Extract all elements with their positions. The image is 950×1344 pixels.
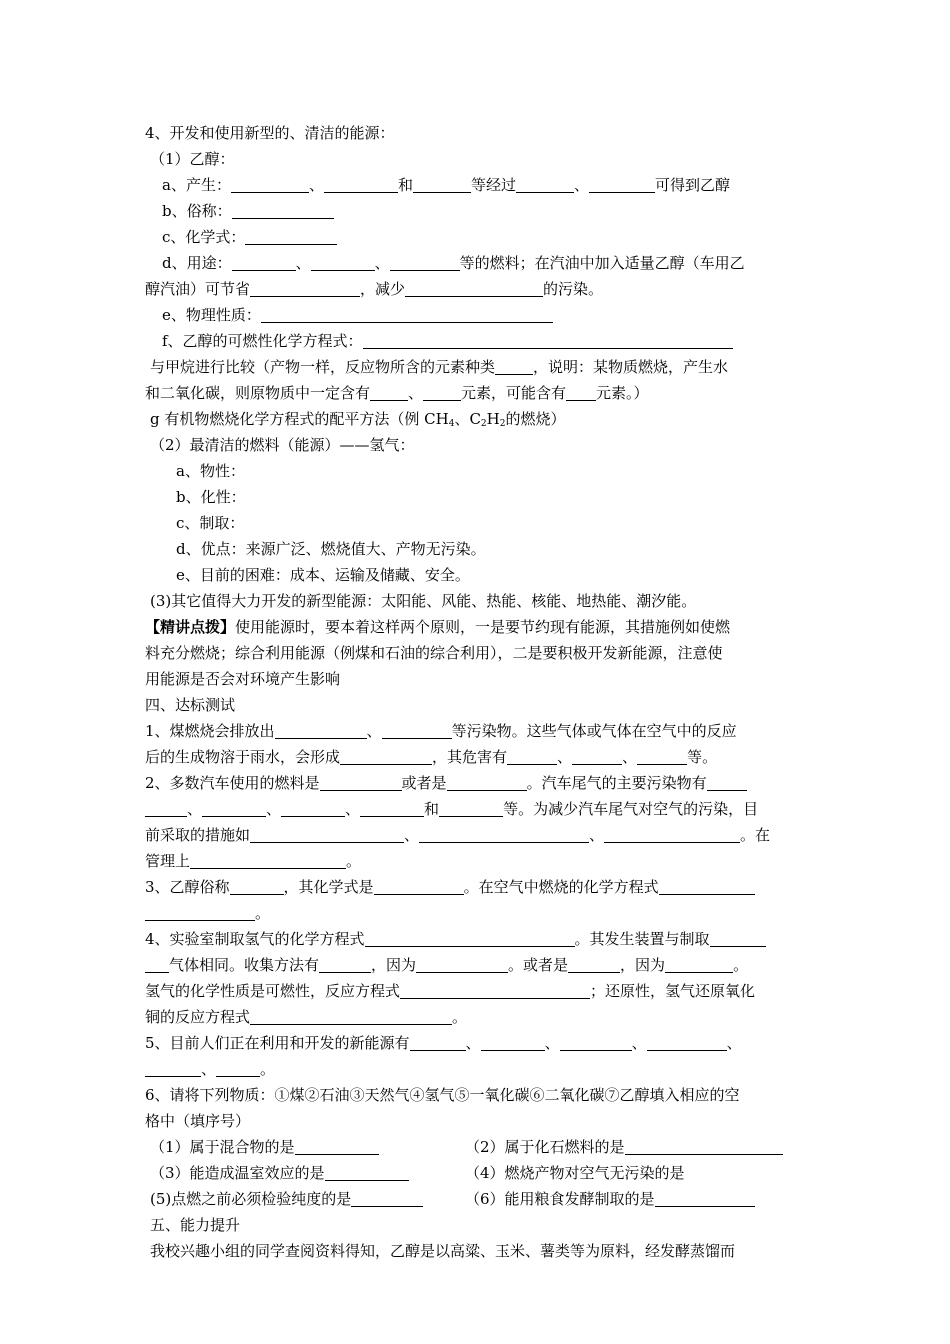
blank[interactable]: [423, 384, 461, 401]
blank[interactable]: [324, 176, 398, 193]
question-6-line: 6、请将下列物质：①煤②石油③天然气④氢气⑤一氧化碳⑥二氧化碳⑦乙醇填入相应的空: [145, 1086, 740, 1104]
blank[interactable]: [413, 176, 471, 193]
hydrogen-heading: （2）最清洁的燃料（能源）——氢气：: [150, 436, 415, 454]
question-4-line-3: 氢气的化学性质是可燃性，反应方程式 ；还原性，氢气还原氧化: [145, 982, 756, 1000]
blank[interactable]: [416, 956, 508, 973]
question-4-line-2: 气体相同。收集方法有 ，因为 。或者是 ，因为 。: [145, 953, 810, 977]
question-6-line-2: 格中（填序号）: [145, 1112, 251, 1130]
blank[interactable]: [250, 826, 404, 843]
blank[interactable]: [232, 254, 296, 271]
blank[interactable]: [568, 956, 620, 973]
blank[interactable]: [707, 774, 747, 791]
ethanol-gasoline-line: 醇汽油）可节省 ，减少 的污染。: [145, 280, 604, 298]
question-4-line: 4、实验室制取氢气的化学方程式 。其发生装置与制取: [145, 927, 810, 951]
question-2-line: 2、多数汽车使用的燃料是 或者是 。汽车尾气的主要污染物有: [145, 771, 810, 795]
blank[interactable]: [145, 1060, 201, 1077]
blank[interactable]: [516, 176, 574, 193]
section-4-heading: 4、开发和使用新型的、清洁的能源：: [145, 124, 395, 142]
section-four-heading: 四、达标测试: [145, 696, 236, 714]
ethanol-production-line: a、产生： 、 和 等经过 、 可得到乙醇: [162, 176, 731, 194]
hydrogen-advantages-line: d、优点：来源广泛、燃烧值大、产物无污染。: [176, 540, 486, 558]
blank[interactable]: [365, 930, 575, 947]
blank[interactable]: [410, 1034, 466, 1051]
ethanol-common-name-line: b、俗称：: [162, 199, 827, 223]
blank[interactable]: [230, 878, 284, 895]
blank[interactable]: [202, 800, 266, 817]
blank[interactable]: [647, 1034, 727, 1051]
blank[interactable]: [360, 800, 424, 817]
blank[interactable]: [659, 878, 755, 895]
blank[interactable]: [311, 254, 375, 271]
blank[interactable]: [231, 176, 309, 193]
blank[interactable]: [250, 280, 360, 297]
blank[interactable]: [145, 800, 187, 817]
methane-comparison-line: 与甲烷进行比较（产物一样，反应物所含的元素种类 ，说明：某物质燃烧，产生水: [150, 358, 729, 376]
blank[interactable]: [625, 1138, 783, 1155]
question-5-line: 5、目前人们正在利用和开发的新能源有 、 、 、 、: [145, 1034, 742, 1052]
blank[interactable]: [507, 748, 557, 765]
ability-paragraph-line: 我校兴趣小组的同学查阅资料得知，乙醇是以高粱、玉米、薯类等为原料，经发酵蒸馏而: [150, 1242, 736, 1260]
hydrogen-difficulties-line: e、目前的困难：成本、运输及储藏、安全。: [176, 566, 470, 584]
physical-properties-line: e、物理性质：: [162, 303, 827, 327]
question-2-line-4: 管理上 。: [145, 852, 362, 870]
combustion-equation-line: f、乙醇的可燃性化学方程式：: [162, 329, 827, 353]
blank[interactable]: [439, 800, 503, 817]
blank[interactable]: [572, 748, 622, 765]
ethanol-heading: （1）乙醇：: [150, 150, 235, 168]
question-6-row-3: (5)点燃之前必须检验纯度的是 （6）能用粮食发酵制取的是: [150, 1187, 815, 1211]
blank[interactable]: [604, 826, 740, 843]
blank[interactable]: [250, 1008, 452, 1025]
blank[interactable]: [370, 384, 408, 401]
blank[interactable]: [589, 176, 655, 193]
blank[interactable]: [560, 1034, 632, 1051]
ethanol-uses-line: d、用途： 、 、 等的燃料；在汽油中加入适量乙醇（车用乙: [162, 254, 745, 272]
question-1-line: 1、煤燃烧会排放出 、 等污染物。这些气体或气体在空气中的反应: [145, 722, 737, 740]
hydrogen-physical-line: a、物性：: [176, 462, 245, 480]
question-5-line-2: 、 。: [145, 1057, 810, 1081]
blank[interactable]: [245, 228, 337, 245]
blank[interactable]: [566, 384, 596, 401]
blank[interactable]: [447, 774, 527, 791]
blank[interactable]: [665, 956, 733, 973]
blank[interactable]: [655, 1190, 755, 1207]
blank[interactable]: [374, 878, 464, 895]
blank[interactable]: [232, 202, 334, 219]
key-points-line: 【精讲点拨】使用能源时，要本着这样两个原则，一是要节约现有能源，其措施例如使燃: [145, 618, 731, 636]
blank[interactable]: [295, 1138, 379, 1155]
blank[interactable]: [382, 722, 452, 739]
hydrogen-chemical-line: b、化性：: [176, 488, 246, 506]
question-3-line-2: 。: [145, 901, 810, 925]
section-five-heading: 五、能力提升: [150, 1216, 241, 1234]
other-energy-line: (3)其它值得大力开发的新型能源：太阳能、风能、热能、核能、地热能、潮汐能。: [150, 592, 697, 610]
blank[interactable]: [281, 800, 345, 817]
blank[interactable]: [190, 852, 346, 869]
blank[interactable]: [216, 1060, 260, 1077]
blank[interactable]: [419, 826, 589, 843]
blank[interactable]: [400, 982, 590, 999]
blank[interactable]: [145, 904, 255, 921]
blank[interactable]: [351, 1190, 423, 1207]
blank[interactable]: [320, 774, 402, 791]
question-6-row-1: （1）属于混合物的是 （2）属于化石燃料的是: [150, 1135, 815, 1159]
blank[interactable]: [390, 254, 460, 271]
key-points-line-3: 用能源是否会对环境产生影响: [145, 670, 341, 688]
hydrogen-preparation-line: c、制取：: [176, 514, 245, 532]
blank[interactable]: [363, 332, 733, 349]
blank[interactable]: [275, 722, 367, 739]
elements-line: 和二氧化碳，则原物质中一定含有 、 元素，可能含有 元素。）: [145, 384, 649, 402]
blank[interactable]: [637, 748, 687, 765]
blank[interactable]: [481, 1034, 545, 1051]
ethanol-formula-line: c、化学式：: [162, 225, 827, 249]
blank[interactable]: [325, 1164, 409, 1181]
blank[interactable]: [145, 956, 169, 973]
blank[interactable]: [340, 748, 432, 765]
question-1-line-2: 后的生成物溶于雨水，会形成 ，其危害有 、 、 等。: [145, 748, 718, 766]
key-points-line-2: 料充分燃烧；综合利用能源（例煤和石油的综合利用），二是要积极开发新能源，注意使: [145, 644, 723, 662]
blank[interactable]: [405, 280, 543, 297]
blank[interactable]: [319, 956, 371, 973]
question-6-row-2: （3）能造成温室效应的是 （4）燃烧产物对空气无污染的是: [150, 1164, 685, 1182]
question-2-line-3: 前采取的措施如 、 、 。在: [145, 826, 771, 844]
blank[interactable]: [261, 306, 553, 323]
question-2-line-2: 、 、 、 和 等。为减少汽车尾气对空气的污染，目: [145, 797, 810, 821]
question-4-line-4: 铜的反应方程式 。: [145, 1008, 468, 1026]
question-3-line: 3、乙醇俗称 ，其化学式是 。在空气中燃烧的化学方程式: [145, 875, 810, 899]
balancing-method-line: g 有机物燃烧化学方程式的配平方法（例 $CH_4$、$C_2H_2$的燃烧）: [150, 410, 566, 429]
blank[interactable]: [710, 930, 766, 947]
blank[interactable]: [495, 358, 533, 375]
